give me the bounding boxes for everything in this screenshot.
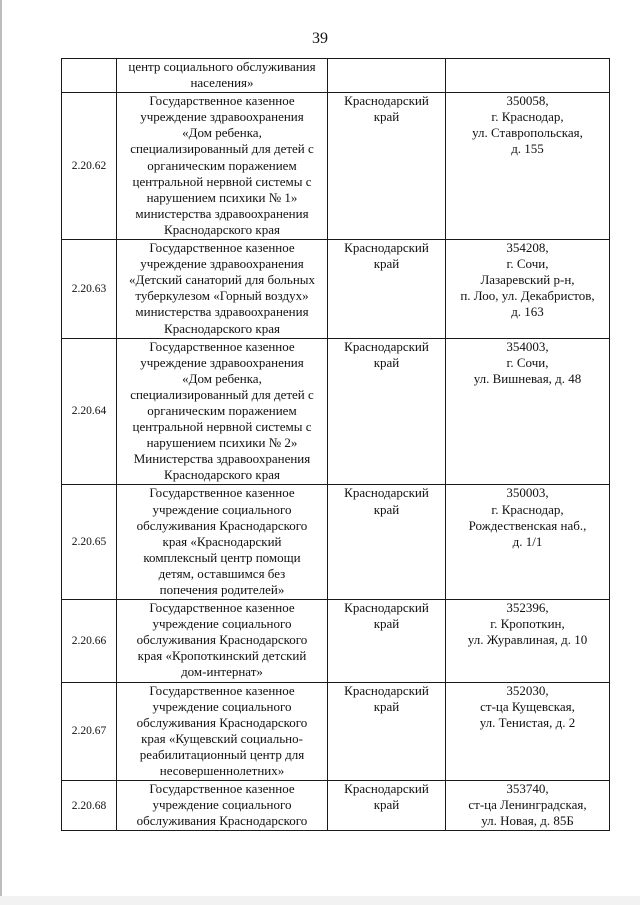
address-line: Лазаревский р-н, — [480, 272, 575, 288]
region-line: край — [373, 797, 400, 813]
address-line: 354208, — [506, 240, 549, 256]
region-cell — [328, 59, 446, 93]
address-line: г. Краснодар, — [491, 501, 564, 517]
region-cell — [328, 93, 446, 240]
institution-name-line: Краснодарского края — [164, 467, 280, 483]
address-line: ул. Тенистая, д. 2 — [479, 714, 576, 730]
institution-name-line: Краснодарского края — [164, 320, 280, 336]
address-line: ст-ца Кущевская, — [480, 698, 575, 714]
region-cell — [328, 240, 446, 339]
table-row — [62, 338, 610, 485]
scan-left-edge — [0, 0, 2, 905]
address-line: 352030, — [506, 682, 549, 698]
address-cell — [446, 682, 610, 781]
table-row — [62, 59, 610, 93]
institution-name-line: «Детский санаторий для больных — [128, 272, 316, 288]
address-cell — [446, 93, 610, 240]
region-cell — [328, 600, 446, 682]
address-cell — [446, 781, 610, 831]
region-line: Краснодарский — [344, 600, 429, 616]
institution-name-line: обслуживания Краснодарского — [136, 632, 308, 648]
address-cell — [446, 59, 610, 93]
institution-name-line: учреждение здравоохранения — [140, 109, 304, 125]
address-line: г. Сочи, — [506, 354, 549, 370]
address-line: 352396, — [506, 600, 549, 616]
address-cell — [446, 240, 610, 339]
institution-name-cell — [117, 485, 328, 600]
address-line: ул. Журавлиная, д. 10 — [467, 632, 588, 648]
institution-name-line: учреждение здравоохранения — [140, 256, 304, 272]
region-cell — [328, 485, 446, 600]
institution-name-line: дом-интернат» — [181, 664, 263, 680]
row-number-cell: 2.20.66 — [62, 600, 117, 682]
address-line: 354003, — [506, 338, 549, 354]
institution-name-cell — [117, 682, 328, 781]
address-line: г. Сочи, — [506, 256, 549, 272]
table-row — [62, 93, 610, 240]
table-row — [62, 485, 610, 600]
institution-name-line: несовершеннолетних» — [159, 763, 285, 779]
institution-name-line: органическим поражением — [147, 402, 297, 418]
institution-name-line: учреждение социального — [152, 501, 292, 517]
table-body — [62, 59, 610, 831]
institution-name-line: специализированный для детей с — [130, 141, 314, 157]
institution-name-line: Государственное казенное — [149, 485, 295, 501]
institution-name-line: министерства здравоохранения — [135, 304, 309, 320]
address-line: ул. Вишневая, д. 48 — [473, 370, 582, 386]
address-line: ул. Ставропольская, — [472, 125, 583, 141]
institution-name-line: «Дом ребенка, — [182, 370, 262, 386]
row-number-cell — [62, 59, 117, 93]
region-line: Краснодарский — [344, 240, 429, 256]
row-number-cell: 2.20.65 — [62, 485, 117, 600]
address-line: Рождественская наб., — [468, 517, 587, 533]
institution-name-line: министерства здравоохранения — [135, 205, 309, 221]
institution-name-line: края «Кропоткинский детский — [137, 648, 307, 664]
row-number-cell: 2.20.62 — [62, 93, 117, 240]
region-line: Краснодарский — [344, 485, 429, 501]
institution-name-line: Государственное казенное — [149, 781, 295, 797]
row-number-cell: 2.20.67 — [62, 682, 117, 781]
address-cell — [446, 600, 610, 682]
institution-name-line: комплексный центр помощи — [143, 549, 301, 565]
region-line: край — [373, 354, 400, 370]
page-number: 39 — [312, 30, 328, 47]
institution-name-line: учреждение социального — [152, 698, 292, 714]
institution-name-line: «Дом ребенка, — [182, 125, 262, 141]
address-line: 350003, — [506, 485, 549, 501]
table-row — [62, 781, 610, 831]
institution-name-line: Краснодарского края — [164, 221, 280, 237]
institution-name-line: учреждение здравоохранения — [140, 354, 304, 370]
address-line: п. Лоо, ул. Декабристов, — [460, 288, 595, 304]
table-row — [62, 682, 610, 781]
address-line: 353740, — [506, 781, 549, 797]
region-cell — [328, 682, 446, 781]
address-line: ул. Новая, д. 85Б — [481, 813, 574, 829]
address-line: д. 155 — [511, 141, 544, 157]
region-line: Краснодарский — [344, 93, 429, 109]
region-line: край — [373, 501, 400, 517]
address-cell — [446, 338, 610, 485]
address-line: г. Кропоткин, — [490, 616, 565, 632]
institution-name-line: центральной нервной системы с — [132, 173, 312, 189]
region-line: Краснодарский — [344, 682, 429, 698]
row-number-cell: 2.20.64 — [62, 338, 117, 485]
institution-name-cell — [117, 93, 328, 240]
region-line: Краснодарский — [344, 338, 429, 354]
address-line: 350058, — [506, 93, 549, 109]
institution-name-line: обслуживания Краснодарского — [136, 517, 308, 533]
region-line: край — [373, 109, 400, 125]
institution-name-line: края «Краснодарский — [162, 533, 282, 549]
address-line: ст-ца Ленинградская, — [468, 797, 587, 813]
address-line: д. 1/1 — [512, 533, 543, 549]
institution-name-line: края «Кущевский социально- — [141, 730, 303, 746]
region-line: край — [373, 616, 400, 632]
institution-name-line: реабилитационный центр для — [139, 746, 305, 762]
region-cell — [328, 338, 446, 485]
institution-name-line: Государственное казенное — [149, 600, 295, 616]
region-line: Краснодарский — [344, 781, 429, 797]
address-cell — [446, 485, 610, 600]
table-row — [62, 600, 610, 682]
row-number-cell: 2.20.68 — [62, 781, 117, 831]
institution-name-cell — [117, 338, 328, 485]
institution-name-line: учреждение социального — [152, 616, 292, 632]
address-line: д. 163 — [511, 304, 544, 320]
row-number-cell: 2.20.63 — [62, 240, 117, 339]
institution-name-cell — [117, 59, 328, 93]
institution-name-line: туберкулезом «Горный воздух» — [135, 288, 309, 304]
institution-name-line: нарушением психики № 2» — [146, 435, 298, 451]
institution-name-line: обслуживания Краснодарского — [136, 813, 308, 829]
institution-name-line: нарушением психики № 1» — [146, 189, 298, 205]
institution-name-line: учреждение социального — [152, 797, 292, 813]
institution-name-line: попечения родителей» — [159, 582, 285, 597]
institution-name-line: Государственное казенное — [149, 682, 295, 698]
institutions-table — [61, 58, 610, 831]
institution-name-line: специализированный для детей с — [130, 386, 314, 402]
institution-name-line: Министерства здравоохранения — [133, 451, 311, 467]
scan-bottom-edge — [0, 896, 640, 905]
institution-name-cell — [117, 240, 328, 339]
region-line: край — [373, 256, 400, 272]
region-line: край — [373, 698, 400, 714]
institution-name-line: органическим поражением — [147, 157, 297, 173]
institution-name-line: центральной нервной системы с — [132, 419, 312, 435]
institution-name-line: Государственное казенное — [149, 93, 295, 109]
address-line: г. Краснодар, — [491, 109, 564, 125]
institution-name-line: населения» — [190, 75, 254, 91]
table-row — [62, 240, 610, 339]
institution-name-line: Государственное казенное — [149, 338, 295, 354]
institution-name-line: Государственное казенное — [149, 240, 295, 256]
institution-name-line: центр социального обслуживания — [128, 59, 316, 74]
institution-name-cell — [117, 600, 328, 682]
institution-name-line: обслуживания Краснодарского — [136, 714, 308, 730]
institution-name-cell — [117, 781, 328, 831]
region-cell — [328, 781, 446, 831]
institution-name-line: детям, оставшимся без — [158, 565, 286, 581]
